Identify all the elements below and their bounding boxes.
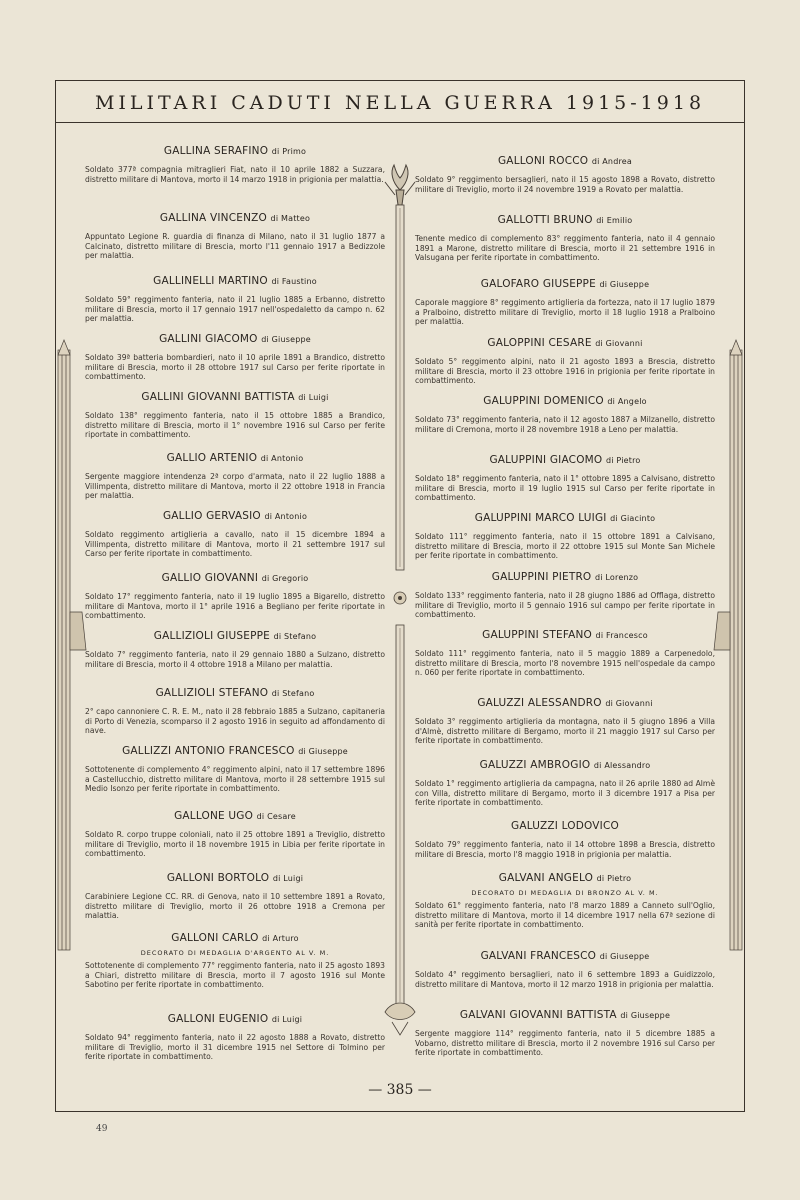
entry-text: Soldato 61° reggimento fanteria, nato l'8 marzo 1889 a Canneto sull'Oglio, distretto militare di Mantova, morto il 14 dicembre 1917 nella 67ª sezione di sanità per ferite riportate in combattimento. [415,901,715,930]
entry-text: Soldato R. corpo truppe coloniali, nato il 25 ottobre 1891 a Treviglio, distretto militare di Treviglio, morto il 18 novembre 1915 in Libia per ferite riportate in combattimento. [85,830,385,859]
entry-name: GALOPPINI CESARE [487,337,592,349]
left-fasces-icon [58,340,86,950]
entry-name: GALLINA VINCENZO [159,212,267,224]
entry-text: Sergente maggiore 114° reggimento fanteria, nato il 5 dicembre 1885 a Vobarno, distretto militare di Brescia, morto il 2 novembre 1916 sul Carso per ferite riportate in combattimento. [415,1029,715,1058]
entry-father: di Giovanni [605,699,653,708]
entry [415,454,715,503]
entry-text: Soldato 111° reggimento fanteria, nato il 15 ottobre 1891 a Calvisano, distretto militare di Brescia, morto il 22 ottobre 1915 sul Monte San Michele per ferite riportate in combattimento. [415,532,715,561]
entry-father: di Antonio [260,454,304,463]
entry-father: di Emilio [596,216,633,225]
entry-father: di Alessandro [593,761,651,770]
entry-father: di Andrea [591,157,633,166]
entry-name: GALLIO ARTENIO [166,452,258,464]
entry-father: di Stefano [273,632,317,641]
entry [85,333,385,382]
entry [85,510,385,559]
entry [415,872,715,930]
entry-father: di Giacinto [610,514,656,523]
entry-name: GALUPPINI MARCO LUIGI [474,512,607,524]
entry-father: di Stefano [271,689,315,698]
entry-name: GALVANI GIOVANNI BATTISTA [459,1009,617,1021]
entry-text: Soldato 39ª batteria bombardieri, nato il 10 aprile 1891 a Brandico, distretto militare di Brescia, morto il 28 ottobre 1917 sul Carso per ferite riportate in combattimento. [85,353,385,382]
entry-text: Soldato 59° reggimento fanteria, nato il 21 luglio 1885 a Erbanno, distretto militare di Brescia, morto il 17 gennaio 1917 nell'ospedaletto da campo n. 62 per malattia. [85,295,385,324]
entry-father: di Luigi [271,1015,303,1024]
entry-text: Soldato 1° reggimento artiglieria da campagna, nato il 26 aprile 1880 ad Almè con Villa, distretto militare di Bergamo, morto il 3 dicembre 1917 a Pisa per ferite riportate in combattimento. [415,779,715,808]
entry-father: di Cesare [256,812,296,821]
entry [85,1013,385,1062]
entry-name: GALLINELLI MARTINO [153,275,268,287]
entry [85,872,385,921]
entry-name: GALLIO GIOVANNI [161,572,259,584]
entry-father: di Pietro [605,456,641,465]
entry-name: GALLINA SERAFINO [163,145,269,157]
column-base-ornament [385,1003,415,1020]
entry [85,932,385,990]
entry-father: di Faustino [271,277,317,286]
entry-text: Soldato 4° reggimento bersaglieri, nato il 6 settembre 1893 a Guidizzolo, distretto militare di Mantova, morto il 12 marzo 1918 in prigionia per malattia. [415,970,715,989]
entry [85,572,385,621]
entry-text: Sottotenente di complemento 4° reggimento alpini, nato il 17 settembre 1896 a Castellucchio, distretto militare di Mantova, morto il 28 settembre 1915 sul Medio Isonzo per ferite riportate in combattimento. [85,765,385,794]
entry-text: Appuntato Legione R. guardia di finanza di Milano, nato il 31 luglio 1877 a Calcinato, distretto militare di Brescia, morto l'11 gennaio 1917 a Bedizzole per malattia. [85,232,385,261]
entry-text: Soldato 94° reggimento fanteria, nato il 22 agosto 1888 a Rovato, distretto militare di Treviglio, morto il 31 dicembre 1915 nel Settore di Tolmino per ferite riportate in combattimento. [85,1033,385,1062]
entry-text: Tenente medico di complemento 83° reggimento fanteria, nato il 4 gennaio 1891 a Marone, distretto militare di Brescia, morto il 21 settembre 1916 in Valsugana per ferite riportate in combattimento. [415,234,715,263]
entry-father: di Francesco [595,631,648,640]
entry [85,212,385,261]
entry-name: GALUPPINI DOMENICO [483,395,604,407]
entry-text: Sergente maggiore intendenza 2ª corpo d'armata, nato il 22 luglio 1888 a Villimpenta, distretto militare di Mantova, morto il 22 ottobre 1918 in Francia per malattia. [85,472,385,501]
right-fasces-icon [714,340,742,950]
entry [85,687,385,736]
page-title: MILITARI CADUTI NELLA GUERRA 1915-1918 [94,92,706,114]
entry-text: Soldato 138° reggimento fanteria, nato il 15 ottobre 1885 a Brandico, distretto militare di Brescia, morto il 1° novembre 1916 sul Carso per ferite riportate in combattimento. [85,411,385,440]
entry [85,275,385,324]
entry-text: Soldato 111° reggimento fanteria, nato il 5 maggio 1889 a Carpenedolo, distretto militare di Brescia, morto l'8 novembre 1915 nell'ospedale da campo n. 060 per ferite riportate in combattimento. [415,649,715,678]
footer-number: 49 [96,1124,108,1134]
entry-father: di Luigi [272,874,304,883]
entry-text: Sottotenente di complemento 77° reggimento fanteria, nato il 25 agosto 1893 a Chiari, distretto militare di Brescia, morto il 7 agosto 1916 sul Monte Sabotino per ferite riportate in combattimento. [85,961,385,990]
entry-text: Soldato 133° reggimento fanteria, nato il 28 giugno 1886 ad Offlaga, distretto militare di Treviglio, morto il 5 gennaio 1916 sul campo per ferite riportate in combattimento. [415,591,715,620]
entry-name: GALLONI CARLO [171,932,259,944]
entry-name: GALLINI GIOVANNI BATTISTA [141,391,295,403]
entry [85,452,385,501]
entry [85,630,385,669]
entry-name: GALLINI GIACOMO [159,333,258,345]
entry-name: GALVANI ANGELO [498,872,594,884]
entry-name: GALUZZI AMBROGIO [479,759,591,771]
entry-father: di Giuseppe [298,747,348,756]
entry-text: Soldato 73° reggimento fanteria, nato il 12 agosto 1887 a Milzanello, distretto militare di Cremona, morto il 28 novembre 1918 a Leno per malattia. [415,415,715,434]
entry-father: di Giuseppe [620,1011,671,1020]
entry-father: di Matteo [270,214,311,223]
entry [415,512,715,561]
entry-name: GALUPPINI STEFANO [482,629,592,641]
entry [415,1009,715,1058]
entry-text: Soldato 377ª compagnia mitraglieri Fiat, nato il 10 aprile 1882 a Suzzara, distretto militare di Mantova, morto il 14 marzo 1918 in prigionia per malattia. [85,165,385,184]
entry [85,145,385,184]
entry-decoration: DECORATO DI MEDAGLIA DI BRONZO AL V. M. [471,889,659,897]
entry [415,759,715,808]
entry [415,337,715,386]
entry-decoration: DECORATO DI MEDAGLIA D'ARGENTO AL V. M. [140,949,330,957]
entry-name: GALOFARO GIUSEPPE [480,278,596,290]
page-number: — 385 — [368,1082,432,1098]
entry-father: di Luigi [298,393,329,402]
entry-text: Soldato reggimento artiglieria a cavallo, nato il 15 dicembre 1894 a Villimpenta, distretto militare di Mantova, morto il 21 settembre 1917 sul Carso per ferite riportate in combattimento. [85,530,385,559]
entry-text: Soldato 5° reggimento alpini, nato il 21 agosto 1893 a Brescia, distretto militare di Brescia, morto il 23 ottobre 1916 in prigionia per ferite riportate in combattimento. [415,357,715,386]
entry [415,629,715,678]
entry-father: di Primo [271,147,307,156]
entry [415,950,715,989]
entry [415,697,715,746]
entry-text: Carabiniere Legione CC. RR. di Genova, nato il 10 settembre 1891 a Rovato, distretto militare di Treviglio, morto il 26 ottobre 1918 a Cremona per malattia. [85,892,385,921]
entry-name: GALLIZZI ANTONIO FRANCESCO [122,745,295,757]
entry [415,820,715,859]
entry-name: GALLIO GERVASIO [162,510,261,522]
entry-name: GALLONE UGO [174,810,254,822]
entry-name: GALLOTTI BRUNO [497,214,593,226]
entry-father: di Angelo [607,397,647,406]
entry-text: Soldato 3° reggimento artiglieria da montagna, nato il 5 giugno 1896 a Villa d'Almè, distretto militare di Bergamo, morto il 21 maggio 1917 sul Carso per ferite riportate in combattimento. [415,717,715,746]
entry [415,395,715,434]
entry [415,214,715,263]
entry-father: di Arturo [262,934,299,943]
entry [85,745,385,794]
entry [85,810,385,859]
entry-text: Soldato 18° reggimento fanteria, nato il 1° ottobre 1895 a Calvisano, distretto militare di Brescia, morto il 19 luglio 1915 sul Carso per ferite riportate in combattimento. [415,474,715,503]
torch-icon [385,165,415,205]
entry-name: GALLONI BORTOLO [166,872,270,884]
entry-father: di Lorenzo [594,573,639,582]
entry-name: GALLONI ROCCO [497,155,589,167]
entry [415,571,715,620]
entry-text: Soldato 17° reggimento fanteria, nato il 19 luglio 1895 a Bigarello, distretto militare di Mantova, morto il 1° aprile 1916 a Begliano per ferite riportate in combattimento. [85,592,385,621]
entry-father: di Giovanni [595,339,643,348]
entry [415,155,715,194]
entry-text: Caporale maggiore 8° reggimento artiglieria da fortezza, nato il 17 luglio 1879 a Pralboino, distretto militare di Treviglio, morto il 18 luglio 1918 a Pralboino per malattia. [415,298,715,327]
entry [85,391,385,440]
entry [415,278,715,327]
entry-name: GALVANI FRANCESCO [480,950,597,962]
entry-name: GALUZZI ALESSANDRO [477,697,602,709]
entry-text: Soldato 79° reggimento fanteria, nato il 14 ottobre 1898 a Brescia, distretto militare di Brescia, morto l'8 maggio 1918 in prigionia per malattia. [415,840,715,859]
entry-father: di Giuseppe [261,335,311,344]
entry-text: Soldato 7° reggimento fanteria, nato il 29 gennaio 1880 a Sulzano, distretto militare di Brescia, morto il 4 ottobre 1918 a Milano per malattia. [85,650,385,669]
entry-name: GALUPPINI GIACOMO [489,454,603,466]
entry-father: di Pietro [596,874,632,883]
entry-name: GALUPPINI PIETRO [491,571,592,583]
entry-father: di Gregorio [261,574,309,583]
entry-father: di Giuseppe [599,280,650,289]
entry-father: di Antonio [264,512,308,521]
entry-name: GALLIZIOLI GIUSEPPE [153,630,271,642]
entry-name: GALLONI EUGENIO [167,1013,269,1025]
entry-father: di Giuseppe [599,952,650,961]
entry-name: GALLIZIOLI STEFANO [155,687,269,699]
entry-text: Soldato 9° reggimento bersaglieri, nato il 15 agosto 1898 a Rovato, distretto militare di Treviglio, morto il 24 novembre 1919 a Rovato per malattia. [415,175,715,194]
entry-name: GALUZZI LODOVICO [511,820,619,832]
entry-text: 2° capo cannoniere C. R. E. M., nato il 28 febbraio 1885 a Sulzano, capitaneria di Porto di Venezia, scomparso il 2 agosto 1916 in seguito ad affondamento di nave. [85,707,385,736]
